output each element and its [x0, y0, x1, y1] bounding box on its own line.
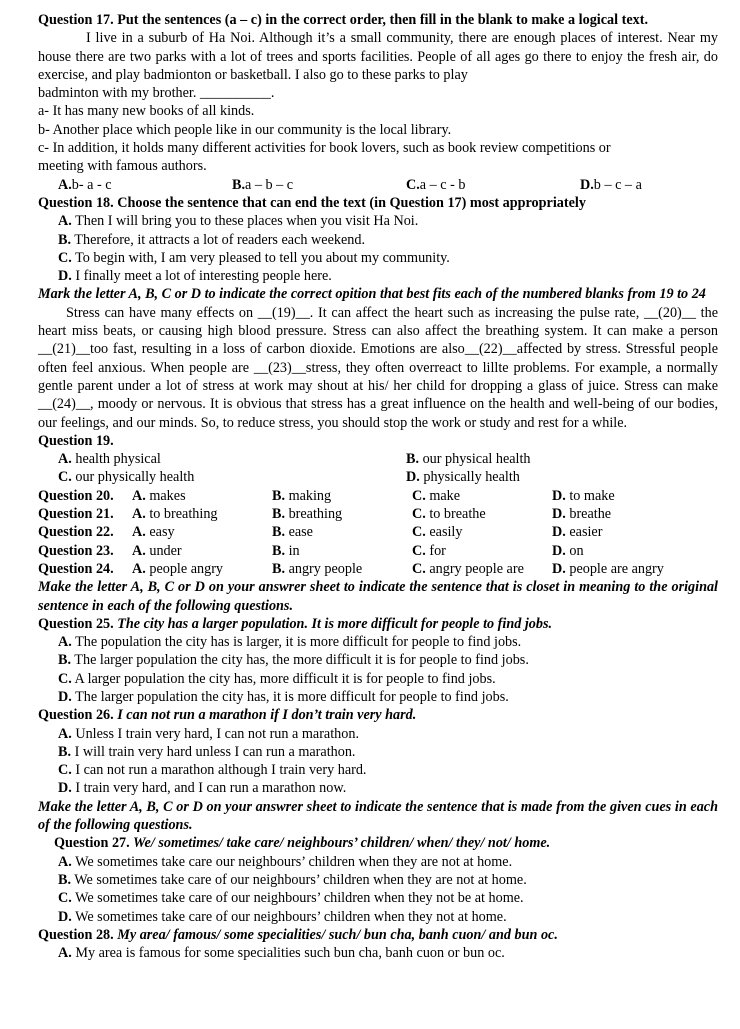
question-19-title: Question 19.: [38, 432, 114, 449]
q18-option-d[interactable]: D. I finally meet a lot of interesting people here.: [58, 268, 332, 285]
question-28-title: Question 28. My area/ famous/ some specialities/ such/ bun cha, banh cuon/ and bun oc.: [38, 926, 558, 943]
q19-options-row1: [38, 450, 718, 468]
q22-option-d[interactable]: D. easier: [552, 524, 603, 541]
q17-sentence-b: b- Another place which people like in our community is the local library.: [38, 121, 452, 138]
q27-option-a[interactable]: A. We sometimes take care our neighbours’ children when they are not at home.: [58, 853, 513, 870]
question-24-row: [38, 560, 718, 578]
q17-option-c[interactable]: C.a – c - b: [406, 176, 466, 193]
q26-option-d[interactable]: D. I train very hard, and I can run a marathon now.: [58, 780, 347, 797]
section3-instruction: Make the letter A, B, C or D on your answrer sheet to indicate the sentence that is made from the given cues in each of the following questions.: [38, 798, 718, 834]
q27-option-d[interactable]: D. We sometimes take care of our neighbours’ children when they not at home.: [58, 908, 507, 925]
question-24-label: Question 24.: [38, 560, 114, 577]
q28-option-a[interactable]: A. My area is famous for some specialities such bun cha, banh cuon or bun oc.: [58, 945, 505, 962]
q25-option-a[interactable]: A. The population the city has is larger, it is more difficult for people to find jobs.: [58, 634, 522, 651]
question-18-title: Question 18. Choose the sentence that can end the text (in Question 17) most appropriately: [38, 194, 586, 211]
q20-option-b[interactable]: B. making: [272, 487, 332, 504]
q18-option-b[interactable]: B. Therefore, it attracts a lot of readers each weekend.: [58, 231, 365, 248]
q17-option-d[interactable]: D.b – c – a: [580, 176, 642, 193]
question-22-label: Question 22.: [38, 524, 114, 541]
q27-option-b[interactable]: B. We sometimes take care of our neighbours’ children when they are not at home.: [58, 871, 527, 888]
question-20-row: [38, 487, 718, 505]
q22-option-c[interactable]: C. easily: [412, 524, 463, 541]
question-21-label: Question 21.: [38, 506, 114, 523]
q17-options: [38, 176, 718, 194]
q17-passage: I live in a suburb of Ha Noi. Although it’s a small community, there are enough places of interest. Near my house there are two parks with a lot of trees and sports facilities. People of all ages go there to enjoy the fresh air, do exercise, and play badmionton or basketball. I also go to these parks to play: [38, 30, 718, 83]
q17-sentence-c-line2: meeting with famous authors.: [38, 158, 207, 175]
q17-option-b[interactable]: B.a – b – c: [232, 176, 294, 193]
question-21-row: [38, 505, 718, 523]
q20-option-d[interactable]: D. to make: [552, 487, 615, 504]
q19-options-row2: [38, 468, 718, 486]
q19-option-b[interactable]: B. our physical health: [406, 451, 531, 468]
q21-option-d[interactable]: D. breathe: [552, 506, 612, 523]
question-17-title: Question 17. Put the sentences (a – c) in the correct order, then fill in the blank to make a logical text.: [38, 12, 648, 28]
q24-option-d[interactable]: D. people are angry: [552, 560, 664, 577]
question-22-row: [38, 523, 718, 541]
q23-option-b[interactable]: B. in: [272, 542, 300, 559]
questions-20-24: [38, 487, 718, 578]
q25-option-b[interactable]: B. The larger population the city has, the more difficult it is for people to find jobs.: [58, 652, 529, 669]
q17-passage-last-line: badminton with my brother. __________.: [38, 85, 275, 102]
q24-option-c[interactable]: C. angry people are: [412, 560, 524, 577]
q22-option-a[interactable]: A. easy: [132, 524, 175, 541]
question-27-title: Question 27. We/ sometimes/ take care/ neighbours’ children/ when/ they/ not/ home.: [54, 835, 551, 852]
q23-option-d[interactable]: D. on: [552, 542, 584, 559]
q21-option-c[interactable]: C. to breathe: [412, 506, 486, 523]
q19-option-c[interactable]: C. our physically health: [58, 469, 195, 486]
section2-instruction: Make the letter A, B, C or D on your answrer sheet to indicate the sentence that is closet in meaning to the original sentence in each of the following questions.: [38, 579, 718, 614]
q19-option-d[interactable]: D. physically health: [406, 469, 520, 486]
q25-option-d[interactable]: D. The larger population the city has, it is more difficult for people to find jobs.: [58, 688, 509, 705]
q20-option-c[interactable]: C. make: [412, 487, 461, 504]
q21-option-a[interactable]: A. to breathing: [132, 506, 218, 523]
q17-option-a[interactable]: A.b- a - c: [58, 176, 112, 193]
q26-option-a[interactable]: A. Unless I train very hard, I can not run a marathon.: [58, 725, 359, 742]
q24-option-b[interactable]: B. angry people: [272, 560, 363, 577]
question-23-label: Question 23.: [38, 542, 114, 559]
q27-option-c[interactable]: C. We sometimes take care of our neighbours’ children when they not be at home.: [58, 890, 524, 907]
question-25-title: Question 25. The city has a larger population. It is more difficult for people to find jobs.: [38, 615, 553, 632]
q23-option-a[interactable]: A. under: [132, 542, 182, 559]
question-20-label: Question 20.: [38, 487, 114, 504]
q22-option-b[interactable]: B. ease: [272, 524, 313, 541]
question-26-title: Question 26. I can not run a marathon if I don’t train very hard.: [38, 707, 417, 724]
q25-option-c[interactable]: C. A larger population the city has, more difficult it is for people to find jobs.: [58, 670, 496, 687]
q21-option-b[interactable]: B. breathing: [272, 506, 343, 523]
q18-option-a[interactable]: A. Then I will bring you to these places when you visit Ha Noi.: [58, 213, 419, 230]
q18-option-c[interactable]: C. To begin with, I am very pleased to tell you about my community.: [58, 249, 450, 266]
q17-sentence-c-line1: c- In addition, it holds many different activities for book lovers, such as book review competitions or: [38, 140, 611, 157]
cloze-passage: Stress can have many effects on __(19)__. It can affect the heart such as increasing the pulse rate, __(20)__ the heart miss beats, or causing high blood pressure. Stress can also affect the breathing system. It can make a person __(21)__too fast, resulting in a loss of carbon dioxide. Emotions are also__(22)__affected by stress. Stressful people often feel anxious. When people are __(23)__stress, they often overreact to lillte problems. For example, a normally gentle parent under a lot of stress at work may shout at his/ her child for dropping a glass of juice. Stress can make __(24)__, moody or nervous. It is obvious that stress has a great influence on the health and well-being of our bodies, our feelings, and our minds. So, to reduce stress, you should stop the work or study and rest for a while.: [38, 304, 718, 431]
q19-option-a[interactable]: A. health physical: [58, 451, 161, 468]
cloze-instruction: Mark the letter A, B, C or D to indicate the correct opition that best fits each of the numbered blanks from 19 to 24: [38, 286, 706, 303]
q20-option-a[interactable]: A. makes: [132, 487, 186, 504]
q26-option-c[interactable]: C. I can not run a marathon although I train very hard.: [58, 762, 367, 779]
q17-sentence-a: a- It has many new books of all kinds.: [38, 103, 255, 120]
q23-option-c[interactable]: C. for: [412, 542, 446, 559]
q24-option-a[interactable]: A. people angry: [132, 560, 224, 577]
q26-option-b[interactable]: B. I will train very hard unless I can run a marathon.: [58, 743, 356, 760]
question-23-row: [38, 542, 718, 560]
